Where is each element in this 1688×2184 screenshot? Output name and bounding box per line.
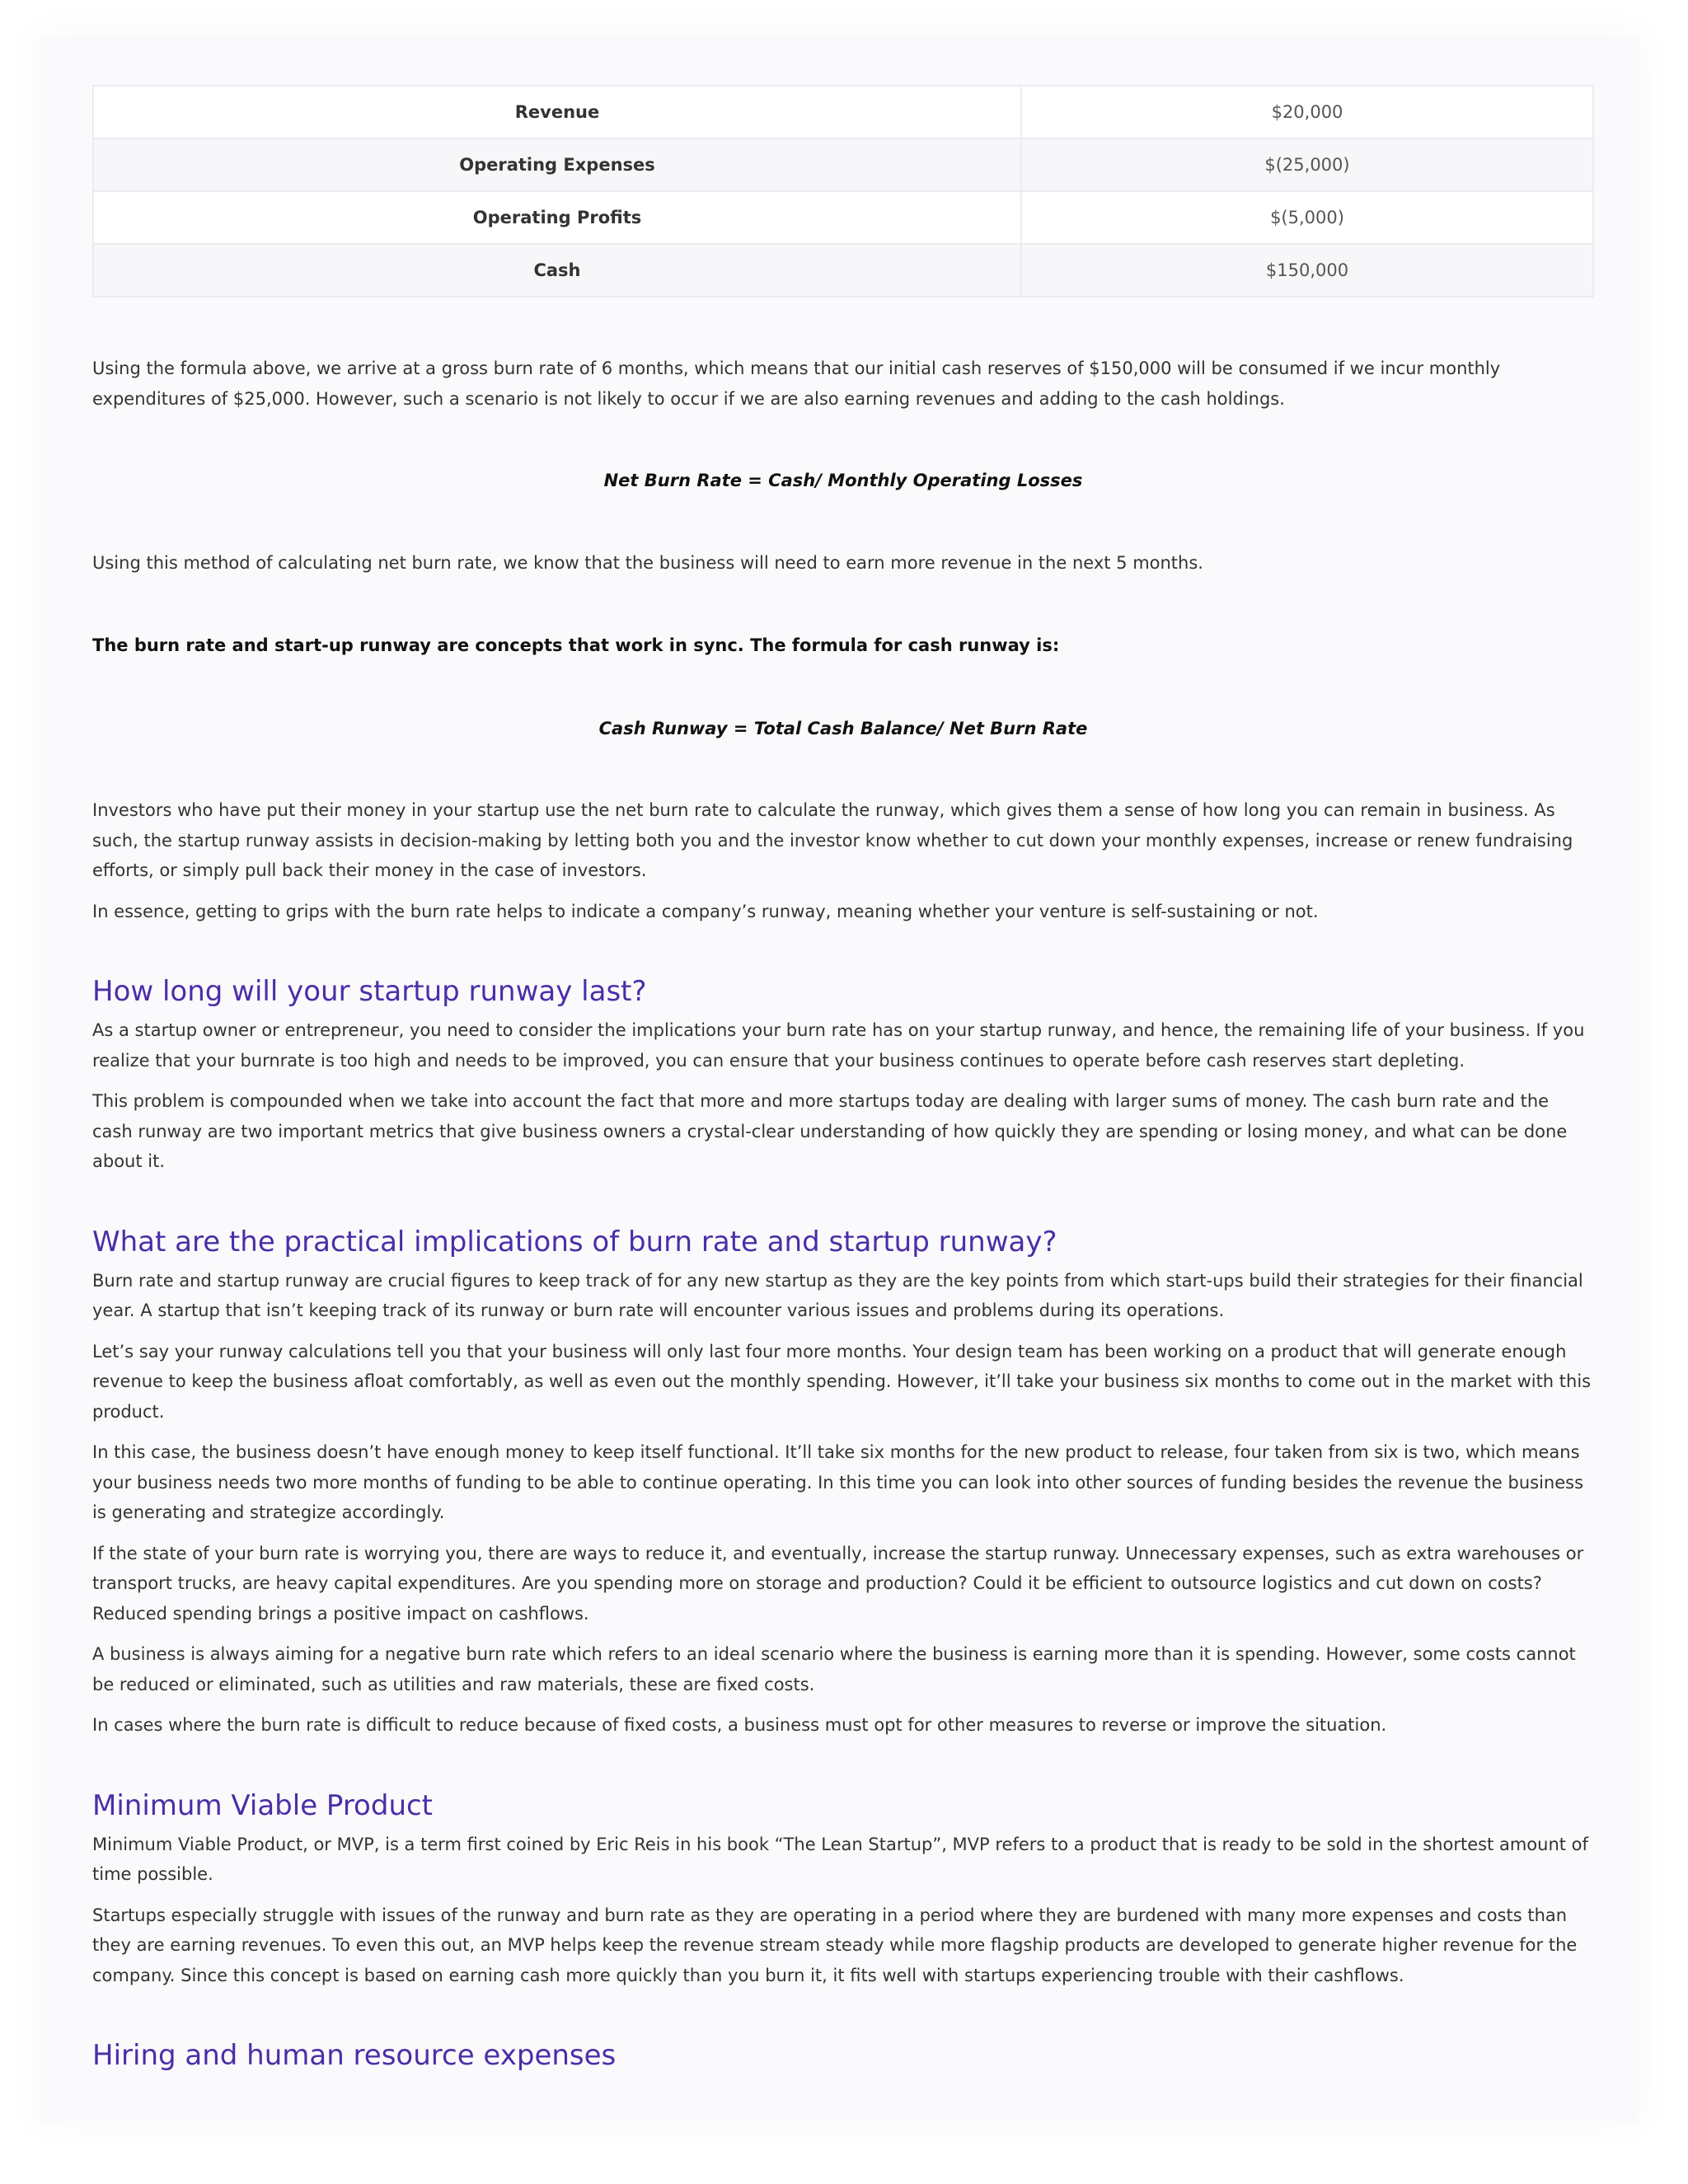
paragraph: Minimum Viable Product, or MVP, is a term first coined by Eric Reis in his book “The Lean Startup”, MVP refers to a product that is ready to be sold in the shortest amount of time possible. — [92, 1834, 1588, 1884]
table-row — [93, 86, 1593, 138]
paragraph: If the state of your burn rate is worrying you, there are ways to reduce it, and eventually, increase the startup runway. Unnecessary expenses, such as extra warehouses or transport trucks, are heavy capital expenditures. Are you spending more on storage and production? Could it be efficient to outsource logistics and cut down on costs? Reduced spending brings a positive impact on cashflows. — [92, 1543, 1584, 1624]
table-row — [93, 138, 1593, 191]
paragraph: Using the formula above, we arrive at a gross burn rate of 6 months, which means that our initial cash reserves of $150,000 will be consumed if we incur monthly expenditures of $25,000. However, such a scenario is not likely to occur if we are also earning revenues and adding to the cash holdings. — [92, 359, 1501, 409]
paragraph: A business is always aiming for a negative burn rate which refers to an ideal scenario where the business is earning more than it is spending. However, some costs cannot be reduced or eliminated, such as utilities and raw materials, these are fixed costs. — [92, 1644, 1576, 1694]
paragraph: Startups especially struggle with issues of the runway and burn rate as they are operating in a period where they are burdened with many more expenses and costs than they are earning revenues. To even this out, an MVP helps keep the revenue stream steady while more flagship products are developed to generate higher revenue for the company. Since this concept is based on earning cash more quickly than you burn it, it fits well with startups experiencing trouble with their cashflows. — [92, 1905, 1578, 1985]
paragraph: This problem is compounded when we take into account the fact that more and more startups today are dealing with larger sums of money. The cash burn rate and the cash runway are two important metrics that give business owners a crystal-clear understanding of how quickly they are spending or losing money, and what can be done about it. — [92, 1091, 1568, 1171]
article-content — [92, 85, 1594, 2074]
row-value: $(5,000) — [1021, 191, 1593, 244]
row-value: $(25,000) — [1021, 138, 1593, 191]
row-label: Operating Expenses — [93, 138, 1021, 191]
paragraph: In this case, the business doesn’t have enough money to keep itself functional. It’ll take six months for the new product to release, four taken from six is two, which means your business needs two more months of funding to be able to continue operating. In this time you can look into other sources of funding besides the revenue the business is generating and strategize accordingly. — [92, 1442, 1584, 1522]
section-heading: Minimum Viable Product — [92, 1788, 434, 1822]
row-label: Revenue — [93, 86, 1021, 138]
row-label: Operating Profits — [93, 191, 1021, 244]
row-label: Cash — [93, 244, 1021, 297]
paragraph: Let’s say your runway calculations tell you that your business will only last four more months. Your design team has been working on a product that will generate enough revenue to keep the business afloat comfortably, as well as even out the monthly spending. However, it’ll take your business six months to come out in the market with this product. — [92, 1341, 1592, 1422]
row-value: $20,000 — [1021, 86, 1593, 138]
cash-runway-formula: Cash Runway = Total Cash Balance/ Net Burn Rate — [598, 718, 1088, 738]
table-row — [93, 191, 1593, 244]
section-heading: Hiring and human resource expenses — [92, 2039, 617, 2072]
row-value: $150,000 — [1021, 244, 1593, 297]
financial-table — [92, 85, 1594, 298]
section-heading: What are the practical implications of burn rate and startup runway? — [92, 1225, 1057, 1258]
paragraph: In essence, getting to grips with the burn rate helps to indicate a company’s runway, meaning whether your venture is self-sustaining or not. — [92, 901, 1319, 921]
table-row — [93, 244, 1593, 297]
paragraph-bold: The burn rate and start-up runway are concepts that work in sync. The formula for cash runway is: — [92, 635, 1060, 655]
net-burn-rate-formula: Net Burn Rate = Cash/ Monthly Operating Losses — [603, 471, 1083, 490]
paragraph: Using this method of calculating net burn rate, we know that the business will need to earn more revenue in the next 5 months. — [92, 552, 1203, 573]
paragraph: As a startup owner or entrepreneur, you need to consider the implications your burn rate has on your startup runway, and hence, the remaining life of your business. If you realize that your burnrate is too high and needs to be improved, you can ensure that your business continues to operate before cash reserves start depleting. — [92, 1020, 1585, 1071]
paragraph: Investors who have put their money in your startup use the net burn rate to calculate the runway, which gives them a sense of how long you can remain in business. As such, the startup runway assists in decision-making by letting both you and the investor know whether to cut down your monthly expenses, increase or renew fundraising efforts, or simply pull back their money in the case of investors. — [92, 800, 1573, 880]
paragraph: Burn rate and startup runway are crucial figures to keep track of for any new startup as they are the key points from which start-ups build their strategies for their financial year. A startup that isn’t keeping track of its runway or burn rate will encounter various issues and problems during its operations. — [92, 1270, 1583, 1320]
section-heading: How long will your startup runway last? — [92, 975, 647, 1008]
paragraph: In cases where the burn rate is difficult to reduce because of fixed costs, a business must opt for other measures to reverse or improve the situation. — [92, 1715, 1387, 1735]
